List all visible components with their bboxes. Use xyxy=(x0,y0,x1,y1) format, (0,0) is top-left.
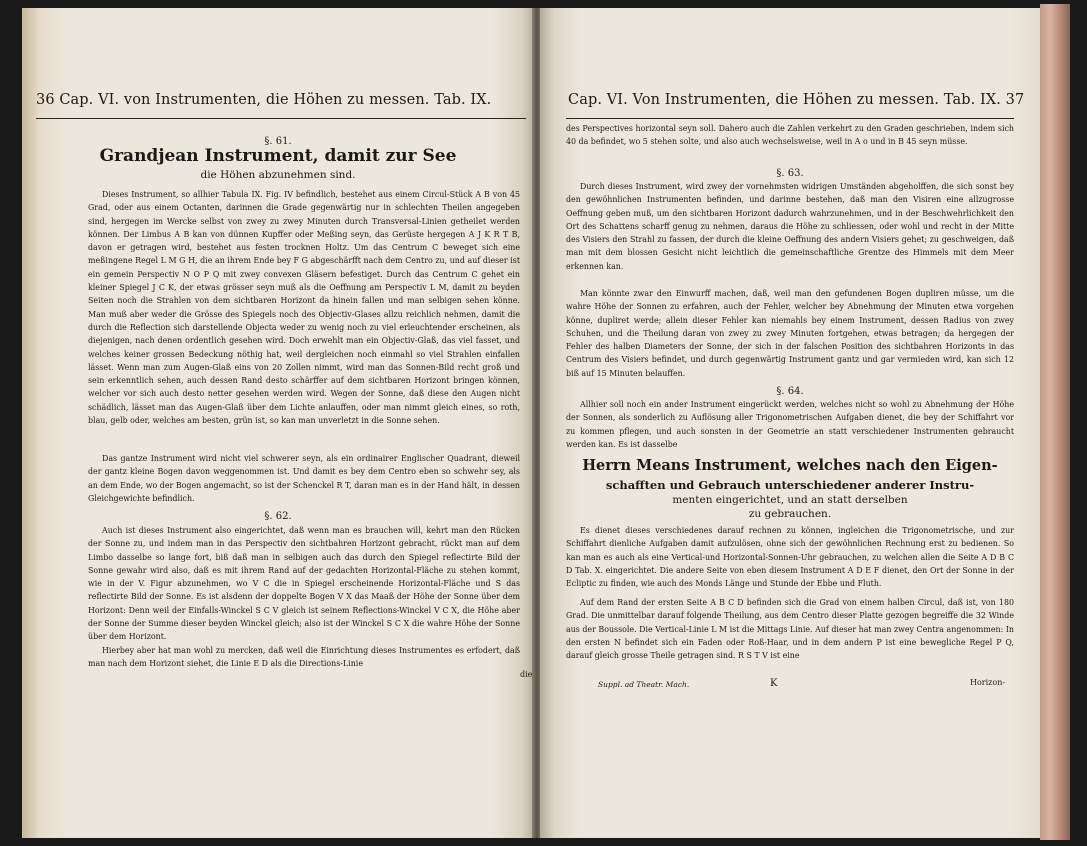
instrument-title-line3: menten eingerichtet, und an statt derselben xyxy=(672,494,908,506)
instrument-title-line1: Herrn Means Instrument, welches nach den Eigen- xyxy=(582,457,998,474)
paragraph-64-1: Allhier soll noch ein ander Instrument eingerückt werden, welches nicht so wohl zu Abnehmung der Höhe der Sonnen, als sonderlich zu Auflösung aller Trigonometrischen Aufgaben dienet, die bey der Schiffahrt vor zu kommen pflegen, und auch sonsten in der Geometrie an statt verschiedener Instrumenten gebraucht werden kan. Es ist dasselbe xyxy=(566,400,1014,449)
section-number-64: §. 64. xyxy=(776,386,804,397)
signature-mark: K xyxy=(770,678,778,689)
paragraph-63-1: Durch dieses Instrument, wird zwey der vornehmsten widrigen Umständen abgeholffen, die sich sonst bey den gewöhnlichen Instrumenten befinden, und darinne bestehen, daß man den Visiren eine allzugrosse Oeffnung geben muß, um den sichtbaren Horizont dadurch wahrzunehmen, und in der Beschwehrlichkeit den Ort des Schattens scharff genug zu nehmen, daraus die Höhe zu schliessen, oder wohl und recht in der Mitte des Visiers den Strahl zu fassen, der durch die kleine Oeffnung des andern Visiers gehet; zu geschweigen, daß man mit dem blossen Gesicht nicht leichtlich die gemeinschaftliche Grentze des Himmels mit dem Meer erkennen kan. xyxy=(566,182,1014,271)
section-title-line2: die Höhen abzunehmen sind. xyxy=(200,169,356,181)
section-title-line1: Grandjean Instrument, damit zur See xyxy=(99,146,457,166)
paragraph-61-2: Das gantze Instrument wird nicht viel schwerer seyn, als ein ordinairer Englischer Quadrant, dieweil der gantz kleine Bogen davon weggenommen ist. Und damit es bey dem Centro eben so schwehr sey, als an dem Ende, wo der Bogen angemacht, so ist der Schenckel R T, daran man es in der Hand hält, in dessen Gleichgewichte befindlich. xyxy=(88,454,520,503)
left-page xyxy=(22,8,534,838)
paragraph-means-2: Auf dem Rand der ersten Seite A B C D befinden sich die Grad von einem halben Circul, daß ist, von 180 Grad. Die unmittelbar darauf folgende Theilung, aus dem Centro dieser Platte gezogen begreiffe die 32 Winde aus der Boussole. Die Vertical-Linie L M ist die Mittags Linie. Auf dieser hat man zwey Centra angenommen: In den ersten N befindet sich ein Faden oder Roß-Haar, und in dem andern P ist eine bewegliche Regel P Q, darauf gleich grosse Theile getragen sind. R S T V ist eine xyxy=(566,598,1014,661)
page-block-edge xyxy=(1040,4,1070,840)
section-number-61: §. 61. xyxy=(264,136,292,147)
instrument-title-line4: zu gebrauchen. xyxy=(748,508,832,520)
header-rule-left xyxy=(36,118,526,119)
footer-signature-line: Suppl. ad Theatr. Mach. xyxy=(598,680,690,689)
instrument-title-line2: schafften und Gebrauch unterschiedener anderer Instru- xyxy=(605,478,975,492)
catchword-left: die xyxy=(520,670,533,679)
paragraph-means-1: Es dienet dieses verschiedenes darauf rechnen zu können, ingleichen die Trigonometrische, und zur Schiffahrt dienliche Aufgaben damit aufzulösen, ohne sich der gewöhnlichen Rechnung erst zu bedienen. So kan man es auch als eine Vertical-und Horizontal-Sonnen-Uhr gebrauchen, zu welchen allen die Seite A D B C D Tab. X. eingerichtet. Die andere Seite von eben diesem Instrument A D E F dienet, den Ort der Sonne in der Ecliptic zu finden, wie auch des Monds Länge und Stunde der Ebbe und Fluth. xyxy=(566,526,1014,589)
paragraph-61-1: Dieses Instrument, so allhier Tabula IX. Fig. IV befindlich, bestehet aus einem Circul-Stück A B von 45 Grad, oder aus einem Octanten, darinnen die Grade gegenwärtig nur in schlechten Theilen angegeben sind, hergegen im Wercke selbst von zwey zu zwey Minuten durch Transversal-Linien getheilet werden können. Der Limbus A B kan von dünnen Kupffer oder Meßing seyn, das Gerüste hergegen A J K R T B, davon er getragen wird, bestehet aus festen trocknen Holtz. Um das Centrum C beweget sich eine meßingene Regel L M G H, die an ihrem Ende bey F G abgeschärfft nach dem Centro zu, und auf dieser ist ein gemein Perspectiv N O P Q mit zwey convexen Gläsern befestiget. Durch das Centrum C gehet ein kleiner Spiegel J C K, der etwas grösser seyn muß als die Oeffnung am Perspectiv L M, damit zu beyden Seiten noch die Strahlen von dem sichtbaren Horizont da hinein fallen und man selbigen sehen könne. Man muß aber weder die Grösse des Spiegels noch des Objectiv-Glases allzu reichlich nehmen, damit die durch die Reflection sich darstellende Objecta weder zu wenig noch zu viel erleuchtender erscheinen, als diejenigen, nach denen ordentlich gesehen wird. Doch erwehlt man ein Objectiv-Glaß, das viel fasset, und welches keiner grossen Bedeckung nöthig hat, weil dergleichen noch einmahl so viel Strahlen einfallen lässet. Wenn man zum Augen-Glaß eins von 20 Zollen nimmt, wird man das Sonnen-Bild recht groß und sein erkenntlich sehen, auch dessen Rand desto schärffer auf dem sichtbaren Horizont bringen können, welcher vor sich auch desto netter gesehen werden wird. Wegen der Sonne, daß diese den Augen nicht schädlich, lässet man das Augen-Glaß über dem Lichte anlauffen, oder man nimmt gleich eines, so roth, blau, gelb oder, welches am besten, grün ist, so kan man unverletzt in die Sonne sehen. xyxy=(88,190,520,426)
paragraph-62-1: Auch ist dieses Instrument also eingerichtet, daß wenn man es brauchen will, kehrt man den Rücken der Sonne zu, und indem man in das Perspectiv den sichtbahren Horizont gebracht, rückt man auf dem Limbo dasselbe so lange fort, biß daß man in selbigen auch das durch den Spiegel reflectirte Bild der Sonne gewahr wird also, daß es mit ihrem Rand auf der gedachten Horizontal-Fläche zu stehen kommt, wie in der V. Figur abzunehmen, wo V C die in Spiegel erscheinende Horizontal-Fläche und S das reflectirte Bild der Sonne. Es ist alsdenn der doppelte Bogen V X das Maaß der Höhe der Sonne über dem Horizont: Denn weil der Einfalls-Winckel S C V gleich ist seinem Reflections-Winckel V C X, die Höhe aber der Sonne der Summe dieser beyden Winckel gleich; also ist der Winckel S C X die wahre Höhe der Sonne über dem Horizont. xyxy=(88,526,520,642)
section-number-63: §. 63. xyxy=(776,168,804,179)
paragraph-63-2: Man könnte zwar den Einwurff machen, daß, weil man den gefundenen Bogen dupliren müsse, um die wahre Höhe der Sonnen zu erfahren, auch der Fehler, welcher bey Abnehmung der Minuten etwa vorgehen könne, dupliret werde; allein dieser Fehler kan niemahls bey einem Instrument, dessen Radius von zwey Schuhen, und die Theilung daran von zwey zu zwey Minuten fortgehen, etwas betragen; da hergegen der Fehler des halben Diameters der Sonne, der sich in der falschen Position des sichtbahren Horizonts in das Centrum des Visiers befindet, und durch gegenwärtig Instrument gantz und gar vermieden wird, kan sich 12 biß auf 15 Minuten belauffen. xyxy=(566,289,1014,378)
header-rule-right xyxy=(566,118,1014,119)
section-number-62: §. 62. xyxy=(264,511,292,522)
catchword-right: Horizon- xyxy=(970,678,1006,687)
running-head-right: Cap. VI. Von Instrumenten, die Höhen zu messen. Tab. IX. 37 xyxy=(568,92,1025,108)
paragraph-62-2: Hierbey aber hat man wohl zu mercken, daß weil die Einrichtung dieses Instrumentes es erfodert, daß man nach dem Horizont siehet, die Linie E D als die Directions-Linie xyxy=(88,646,520,669)
paragraph-62-continued: des Perspectives horizontal seyn soll. Dahero auch die Zahlen verkehrt zu den Graden geschrieben, indem sich 40 da befindet, wo 5 stehen solte, und also auch wechselsweise, weil in A o und in B 45 seyn müsse. xyxy=(566,124,1014,147)
right-page xyxy=(540,8,1040,838)
running-head-left: 36 Cap. VI. von Instrumenten, die Höhen zu messen. Tab. IX. xyxy=(36,92,492,108)
